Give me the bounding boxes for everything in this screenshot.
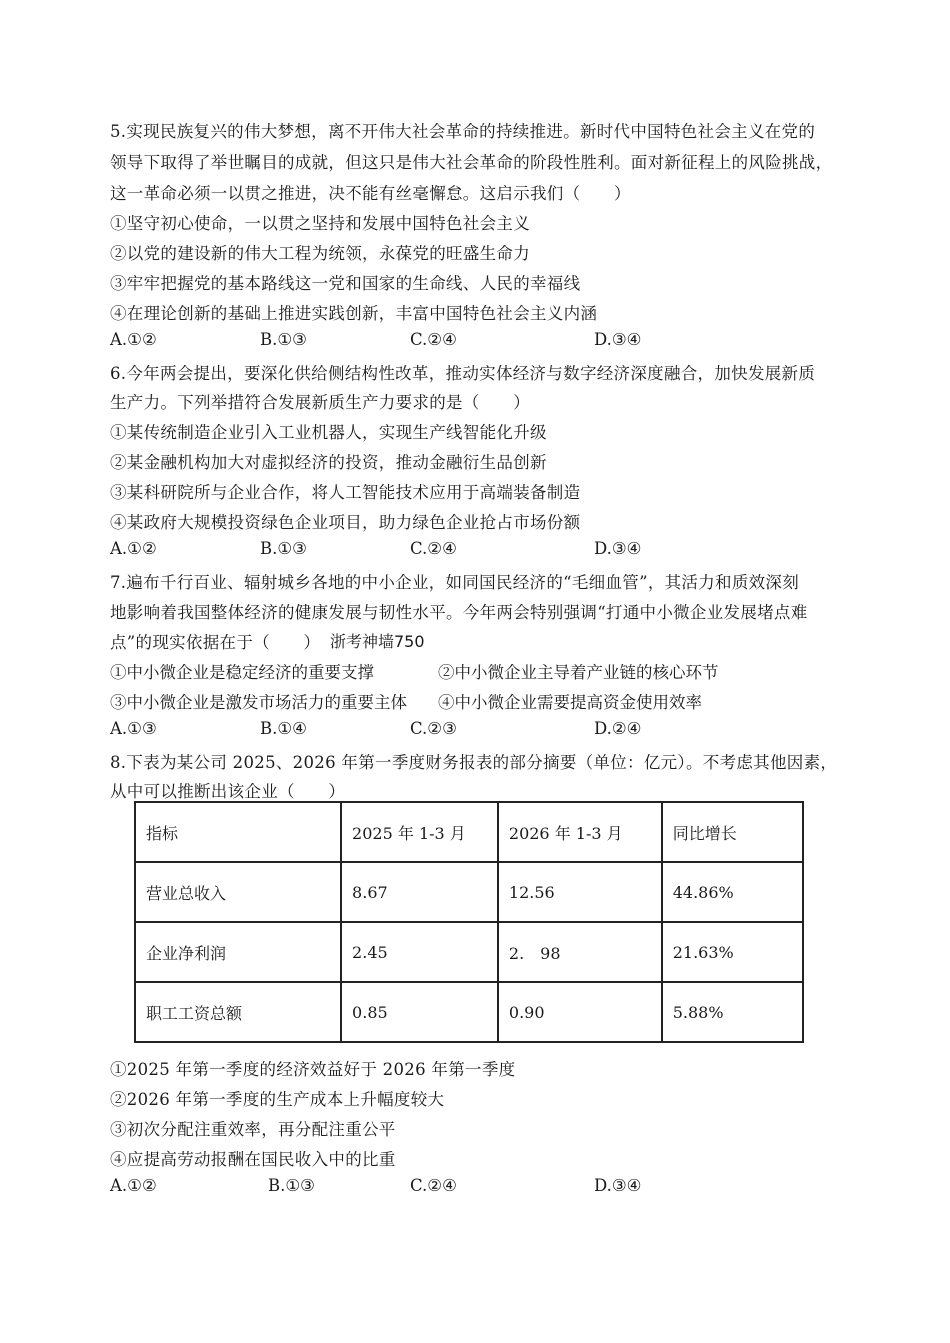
q7-option-d: D.②④ — [594, 719, 642, 738]
q7-option-a: A.①③ — [110, 719, 157, 738]
q8-stem-line-2: 从中可以推断出该企业（ ） — [110, 782, 346, 801]
table-cell: 2. 98 — [498, 922, 662, 982]
q6-item-4: ④某政府大规模投资绿色企业项目，助力绿色企业抢占市场份额 — [110, 513, 581, 532]
table-header-cell: 同比增长 — [662, 802, 803, 862]
q5-option-c: C.②④ — [410, 330, 457, 349]
table-header-cell: 2025 年 1-3 月 — [341, 802, 498, 862]
q7-stem-line-1: 7.遍布千行百业、辐射城乡各地的中小企业，如同国民经济的“毛细血管”，其活力和质效深刻 — [110, 573, 800, 592]
financial-table — [134, 801, 804, 1043]
q5-item-2: ②以党的建设新的伟大工程为统领，永葆党的旺盛生命力 — [110, 244, 530, 263]
table-cell: 8.67 — [341, 862, 498, 922]
watermark-note: 浙考神墙750 — [330, 632, 425, 651]
table-cell: 2.45 — [341, 922, 498, 982]
table-header-cell: 2026 年 1-3 月 — [498, 802, 662, 862]
q7-item-3: ③中小微企业是激发市场活力的重要主体 — [110, 693, 407, 712]
q8-item-1: ①2025 年第一季度的经济效益好于 2026 年第一季度 — [110, 1060, 516, 1079]
table-cell: 企业净利润 — [135, 922, 341, 982]
q8-stem-line-1: 8.下表为某公司 2025、2026 年第一季度财务报表的部分摘要（单位：亿元）。不考虑其他因素， — [110, 753, 838, 772]
q8-option-d: D.③④ — [594, 1176, 642, 1195]
q6-option-b: B.①③ — [260, 539, 307, 558]
table-cell: 职工工资总额 — [135, 982, 341, 1042]
table-cell: 0.85 — [341, 982, 498, 1042]
q5-option-d: D.③④ — [594, 330, 642, 349]
q7-option-c: C.②③ — [410, 719, 457, 738]
q8-item-2: ②2026 年第一季度的生产成本上升幅度较大 — [110, 1090, 445, 1109]
q6-item-1: ①某传统制造企业引入工业机器人，实现生产线智能化升级 — [110, 423, 547, 442]
table-cell: 21.63% — [662, 922, 803, 982]
q7-stem-line-2: 地影响着我国整体经济的健康发展与韧性水平。今年两会特别强调“打通中小微企业发展堵点难 — [110, 603, 808, 622]
q6-stem-line-1: 6.今年两会提出，要深化供给侧结构性改革，推动实体经济与数字经济深度融合，加快发展新质 — [110, 364, 816, 383]
q8-option-a: A.①② — [110, 1176, 157, 1195]
q8-option-c: C.②④ — [410, 1176, 457, 1195]
q7-item-1: ①中小微企业是稳定经济的重要支撑 — [110, 663, 374, 682]
q6-option-a: A.①② — [110, 539, 157, 558]
table-row — [135, 982, 803, 1042]
table-row — [135, 862, 803, 922]
q8-item-3: ③初次分配注重效率，再分配注重公平 — [110, 1120, 396, 1139]
q8-option-b: B.①③ — [268, 1176, 315, 1195]
q7-item-2: ②中小微企业主导着产业链的核心环节 — [438, 663, 719, 682]
q5-item-4: ④在理论创新的基础上推进实践创新，丰富中国特色社会主义内涵 — [110, 304, 598, 323]
table-row — [135, 922, 803, 982]
table-cell: 0.90 — [498, 982, 662, 1042]
q6-item-3: ③某科研院所与企业合作，将人工智能技术应用于高端装备制造 — [110, 483, 581, 502]
q5-item-1: ①坚守初心使命，一以贯之坚持和发展中国特色社会主义 — [110, 214, 530, 233]
q8-item-4: ④应提高劳动报酬在国民收入中的比重 — [110, 1150, 396, 1169]
table-cell: 5.88% — [662, 982, 803, 1042]
q6-option-c: C.②④ — [410, 539, 457, 558]
q6-stem-line-2: 生产力。下列举措符合发展新质生产力要求的是（ ） — [110, 393, 530, 412]
table-cell: 44.86% — [662, 862, 803, 922]
q6-option-d: D.③④ — [594, 539, 642, 558]
q5-option-b: B.①③ — [260, 330, 307, 349]
q5-stem-line-3: 这一革命必须一以贯之推进，决不能有丝毫懈怠。这启示我们（ ） — [110, 184, 631, 203]
table-header-row — [135, 802, 803, 862]
q7-item-4: ④中小微企业需要提高资金使用效率 — [438, 693, 702, 712]
q5-item-3: ③牢牢把握党的基本路线这一党和国家的生命线、人民的幸福线 — [110, 274, 581, 293]
q5-option-a: A.①② — [110, 330, 157, 349]
q6-item-2: ②某金融机构加大对虚拟经济的投资，推动金融衍生品创新 — [110, 453, 547, 472]
table-cell: 营业总收入 — [135, 862, 341, 922]
q5-stem-line-2: 领导下取得了举世瞩目的成就，但这只是伟大社会革命的阶段性胜利。面对新征程上的风险挑战， — [110, 153, 833, 172]
table-header-cell: 指标 — [135, 802, 341, 862]
q5-stem-line-1: 5.实现民族复兴的伟大梦想，离不开伟大社会革命的持续推进。新时代中国特色社会主义在党的 — [110, 122, 816, 141]
q7-stem-line-3: 点”的现实依据在于（ ） — [110, 633, 321, 652]
table-cell: 12.56 — [498, 862, 662, 922]
q7-option-b: B.①④ — [260, 719, 307, 738]
